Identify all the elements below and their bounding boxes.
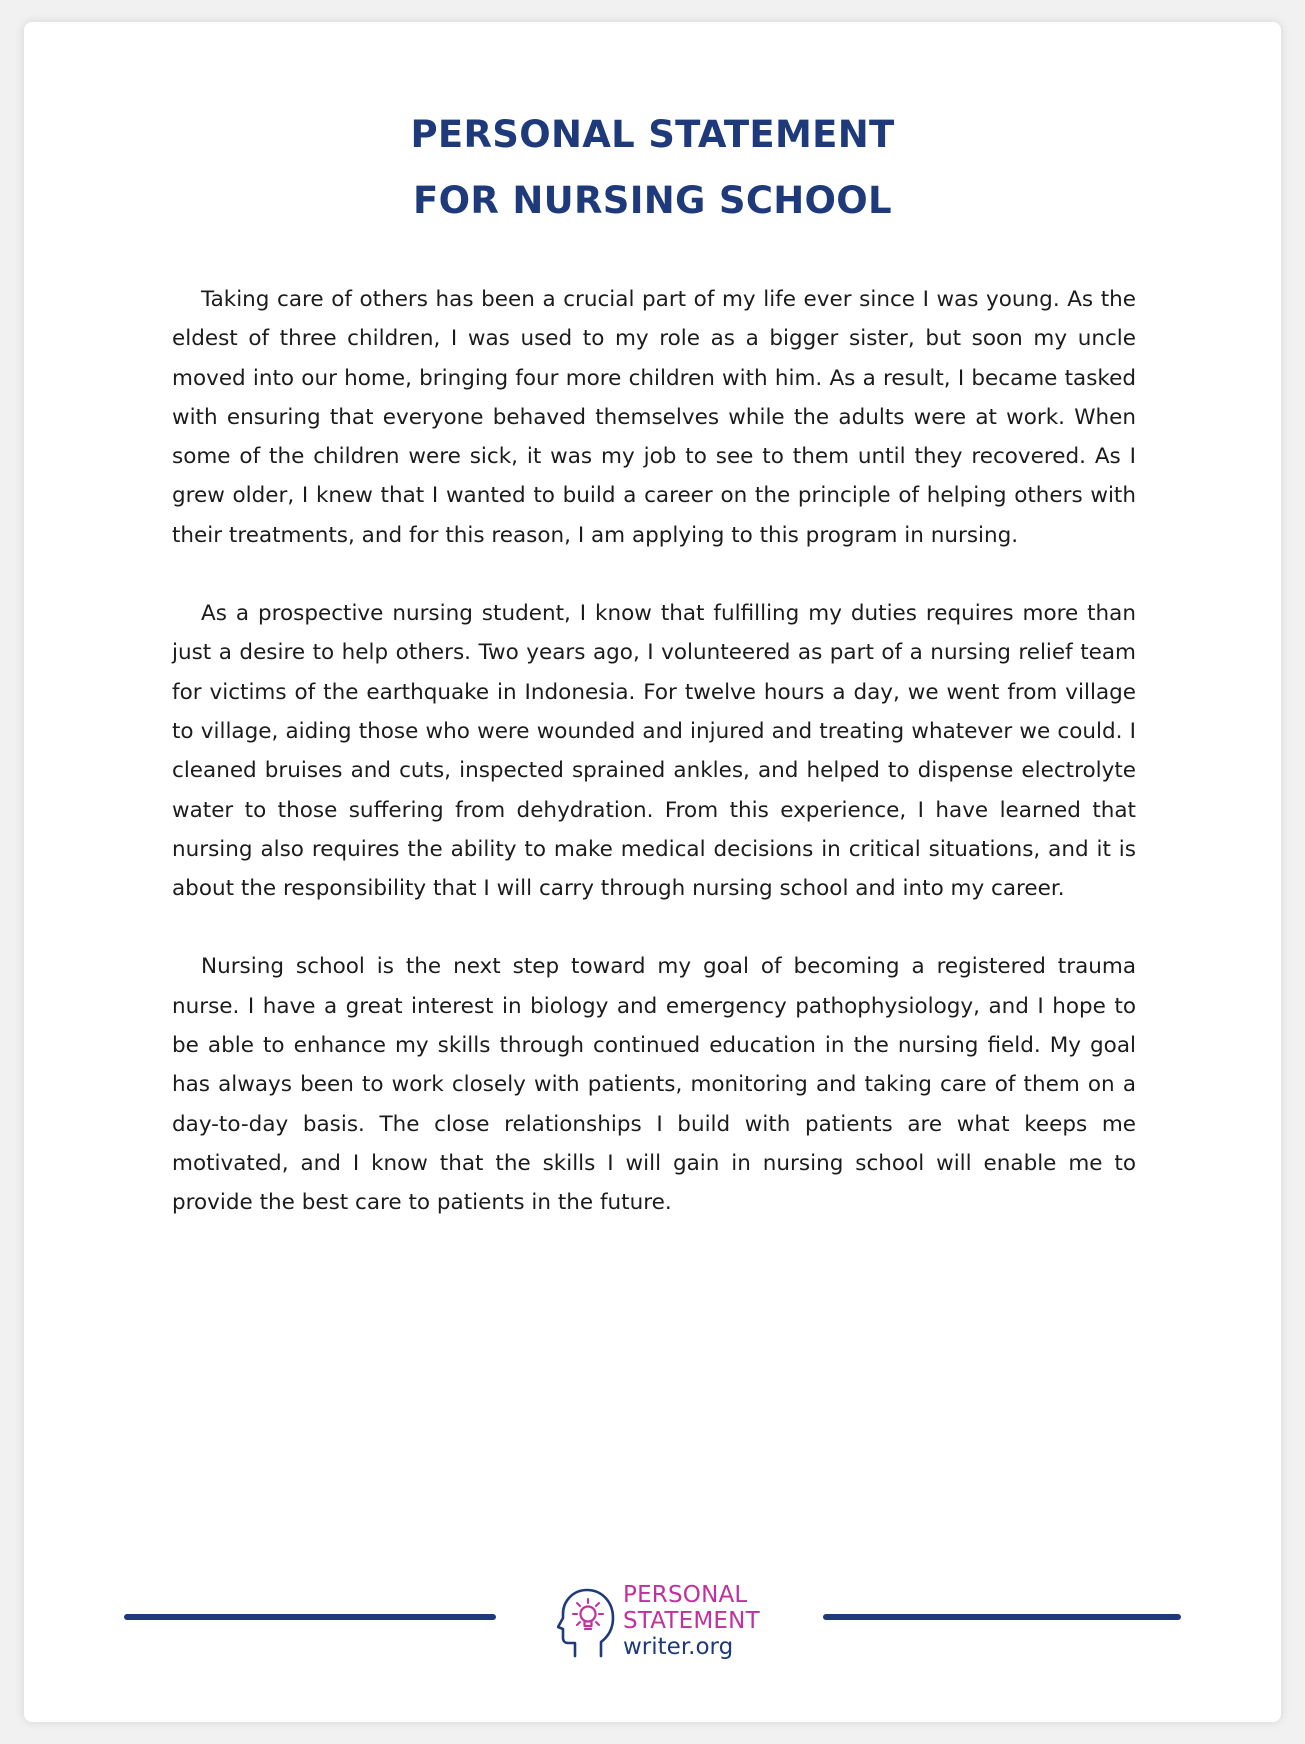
logo-line-3: writer.org	[623, 1634, 734, 1660]
footer-rule-left	[124, 1614, 496, 1620]
footer-rule-right	[823, 1614, 1181, 1620]
footer-logo	[557, 1580, 787, 1666]
title-line-1: PERSONAL STATEMENT	[410, 113, 895, 156]
logo-line-2: STATEMENT	[623, 1608, 760, 1634]
logo-wordmark	[623, 1582, 760, 1660]
title-line-2: FOR NURSING SCHOOL	[413, 179, 892, 222]
page-title	[24, 102, 1281, 234]
paragraph-3: Nursing school is the next step toward my goal of becoming a registered trauma nurse. I have a great interest in biology and emergency pathophysiology, and I hope to be able to enhance my skills through continued education in the nursing field. My goal has always been to work closely with patients, monitoring and taking care of them on a day-to-day basis. The close relationships I build with patients are what keeps me motivated, and I know that the skills I will gain in nursing school will enable me to provide the best care to patients in the future.	[172, 954, 1136, 1216]
logo-line-1: PERSONAL	[623, 1582, 748, 1608]
head-lightbulb-icon	[557, 1580, 617, 1660]
paragraph-2: As a prospective nursing student, I know that fulfilling my duties requires more than just a desire to help others. Two years ago, I volunteered as part of a nursing relief team for victims of the earthquake in Indonesia. For twelve hours a day, we went from village to village, aiding those who were wounded and injured and treating whatever we could. I cleaned bruises and cuts, inspected sprained ankles, and helped to dispense electrolyte water to those suffering from dehydration. From this experience, I have learned that nursing also requires the ability to make medical decisions in critical situations, and it is about the responsibility that I will carry through nursing school and into my career.	[172, 601, 1136, 902]
statement-body	[172, 280, 1136, 1262]
paragraph-1: Taking care of others has been a crucial part of my life ever since I was young. As the eldest of three children, I was used to my role as a bigger sister, but soon my uncle moved into our home, bringing four more children with him. As a result, I became tasked with ensuring that everyone behaved themselves while the adults were at work. When some of the children were sick, it was my job to see to them until they recovered. As I grew older, I knew that I wanted to build a career on the principle of helping others with their treatments, and for this reason, I am applying to this program in nursing.	[172, 287, 1136, 548]
document-page	[24, 22, 1281, 1722]
